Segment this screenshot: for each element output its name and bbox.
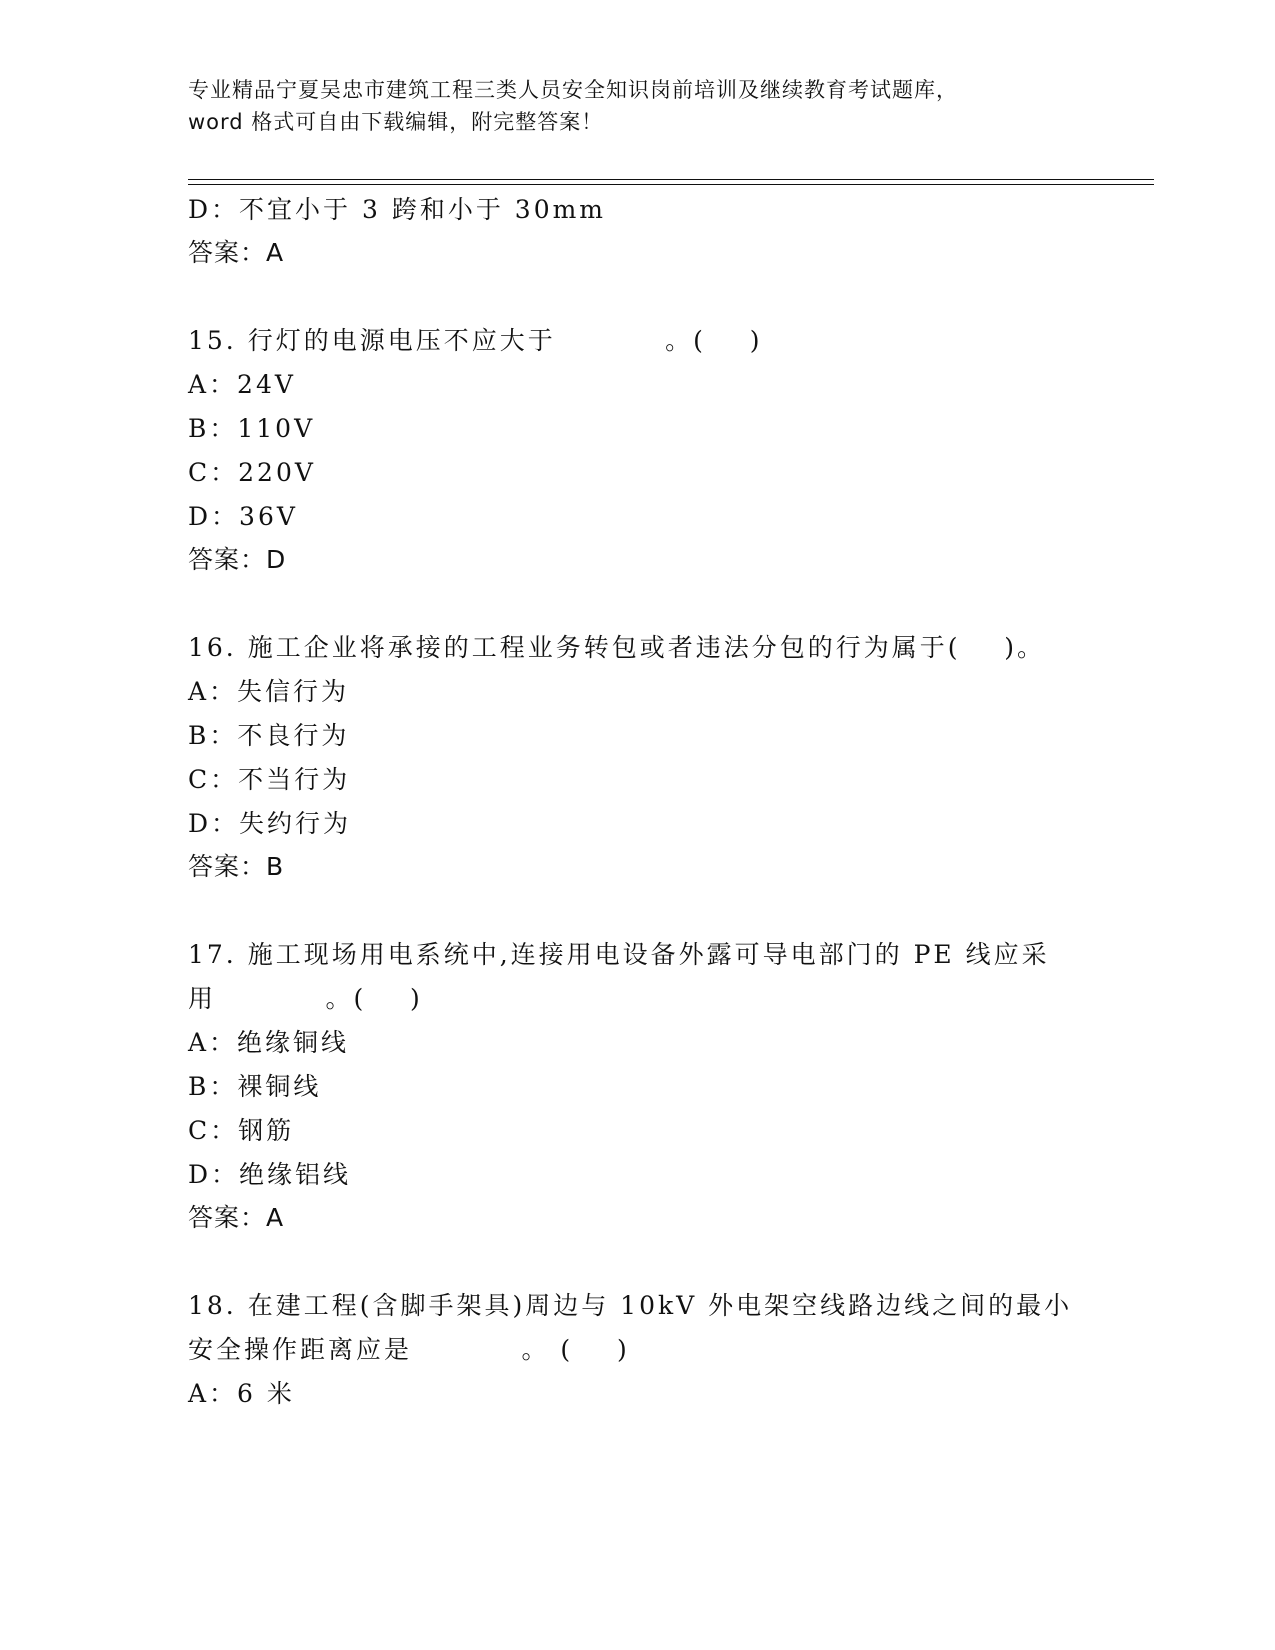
prev-option-d: D：不宜小于 3 跨和小于 30mm (188, 195, 607, 224)
q15-option-b: B：110V (188, 414, 316, 443)
q17-option-d: D：绝缘铝线 (188, 1160, 352, 1189)
q18-stem-line-2: 安全操作距离应是 。 ( ) (188, 1335, 630, 1364)
header-rule-bottom (188, 184, 1154, 185)
q16-answer: 答案：B (188, 852, 285, 881)
prev-answer: 答案：A (188, 238, 285, 267)
q18-option-a: A：6 米 (188, 1379, 295, 1408)
q17-option-a: A：绝缘铜线 (188, 1028, 350, 1057)
header-rule-top (188, 179, 1154, 180)
q17-option-b: B：裸铜线 (188, 1072, 322, 1101)
q16-option-b: B：不良行为 (188, 721, 350, 750)
header-line-1: 专业精品宁夏吴忠市建筑工程三类人员安全知识岗前培训及继续教育考试题库， (188, 78, 958, 102)
q15-answer: 答案：D (188, 545, 287, 574)
q15-option-d: D：36V (188, 502, 298, 531)
q15-stem: 15. 行灯的电源电压不应大于 。( ) (188, 326, 763, 355)
q16-stem: 16. 施工企业将承接的工程业务转包或者违法分包的行为属于( )。 (188, 633, 1046, 662)
q17-option-c: C：钢筋 (188, 1116, 295, 1145)
q18-stem-line-1: 18. 在建工程(含脚手架具)周边与 10kV 外电架空线路边线之间的最小 (188, 1291, 1073, 1320)
document-header (188, 74, 1088, 138)
q15-option-a: A：24V (188, 370, 296, 399)
header-line-2: word 格式可自由下载编辑，附完整答案！ (188, 110, 604, 134)
q17-answer: 答案：A (188, 1203, 285, 1232)
q16-option-d: D：失约行为 (188, 809, 352, 838)
q15-option-c: C：220V (188, 458, 316, 487)
q17-stem-line-1: 17. 施工现场用电系统中,连接用电设备外露可导电部门的 PE 线应采 (188, 940, 1050, 969)
q16-option-a: A：失信行为 (188, 677, 350, 706)
q16-option-c: C：不当行为 (188, 765, 351, 794)
q17-stem-line-2: 用 。( ) (188, 984, 423, 1013)
